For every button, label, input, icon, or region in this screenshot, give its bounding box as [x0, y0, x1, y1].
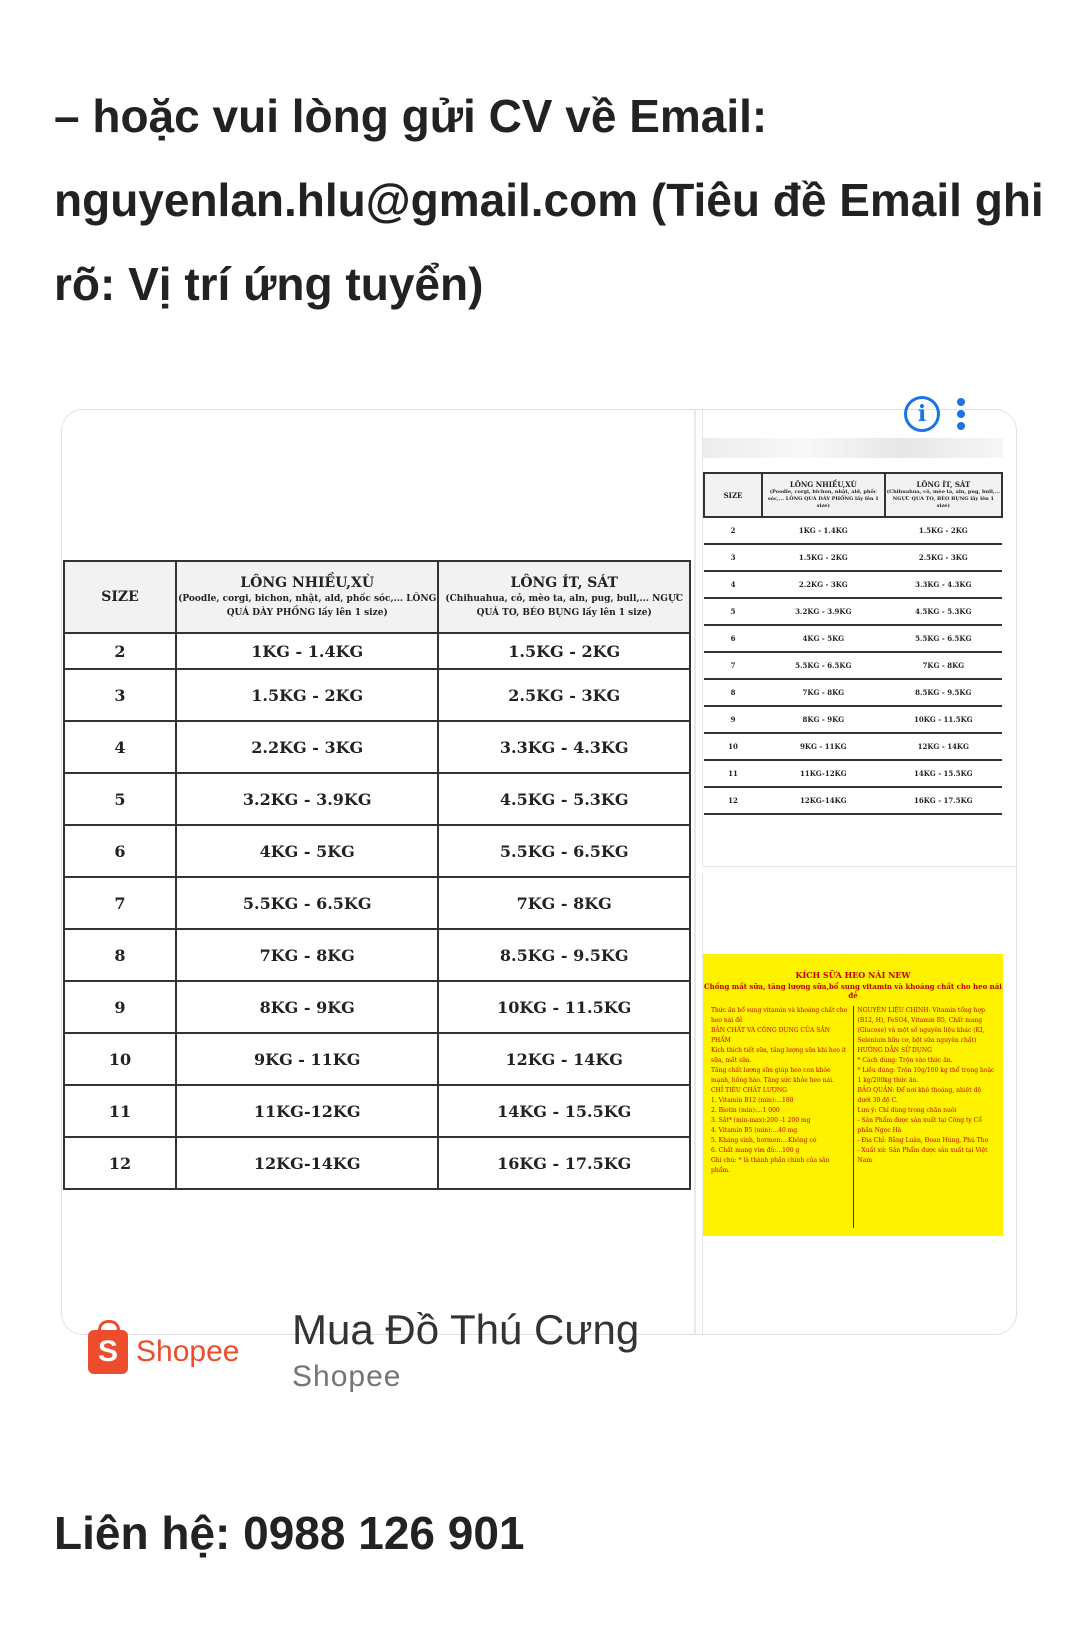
ad-main-image[interactable]: [62, 410, 696, 1334]
size-table-thumb-cell: 12KG - 14KG: [885, 733, 1002, 760]
size-table-thumb-header-title: SIZE: [723, 490, 743, 500]
size-table-cell: 7: [64, 877, 176, 929]
size-table-thumb-cell: 11KG-12KG: [762, 760, 885, 787]
size-table-thumb-cell: 12KG-14KG: [762, 787, 885, 814]
size-table-thumb-row: [704, 544, 1002, 571]
size-table-thumb-cell: 4KG - 5KG: [762, 625, 885, 652]
size-table-cell: 4KG - 5KG: [176, 825, 438, 877]
product-label-line: - Xuất xứ: Sản Phẩm được sản xuất tại Việt Nam: [857, 1147, 988, 1164]
size-table-thumb-cell: 5: [704, 598, 762, 625]
size-table-thumb-cell: 1KG - 1.4KG: [762, 517, 885, 544]
size-table-thumb-row: [704, 787, 1002, 814]
size-table-header-title: LÔNG NHIỀU,XÙ: [240, 574, 375, 591]
size-table-thumb-row: [704, 652, 1002, 679]
size-table-cell: 12: [64, 1137, 176, 1189]
size-table-cell: 2.5KG - 3KG: [438, 669, 690, 721]
size-table-row: [64, 721, 690, 773]
size-table-row: [64, 1085, 690, 1137]
size-table-thumb-row: [704, 760, 1002, 787]
size-table-cell: 2: [64, 633, 176, 669]
product-label-line: - Địa Chỉ: Bằng Luân, Đoan Hùng, Phú Thọ: [857, 1137, 989, 1144]
ad-source[interactable]: Shopee: [292, 1360, 402, 1393]
size-table-cell: 12KG - 14KG: [438, 1033, 690, 1085]
shopee-logo[interactable]: [88, 1326, 248, 1378]
size-table-thumb-cell: 7: [704, 652, 762, 679]
ad-side-image-top[interactable]: [702, 410, 1017, 867]
size-table-thumb-cell: 8: [704, 679, 762, 706]
size-table-thumb-row: [704, 571, 1002, 598]
size-table-thumb-cell: 2.5KG - 3KG: [885, 544, 1002, 571]
product-label-line: 5. Kháng sinh, hormon:...Không có: [711, 1137, 817, 1144]
product-label-line: BẢO QUẢN: Để nơi khô thoáng, nhiệt độ dưới 30 độ C.: [857, 1087, 982, 1104]
product-label: [703, 954, 1003, 1236]
size-table-thumb-row: [704, 733, 1002, 760]
size-table-thumb-header-subtitle: (Chihuahua, cỏ, mèo ta, aln, pug, bull,... NGỰC QUÁ TO, BÉO BỤNG lấy lên 1 size): [886, 489, 1000, 509]
ad-side-image-bottom[interactable]: [702, 874, 1017, 1334]
size-table-header-2: [438, 561, 690, 633]
size-table-thumb-cell: 2: [704, 517, 762, 544]
size-table-thumb-cell: 7KG - 8KG: [885, 652, 1002, 679]
size-table-thumb-cell: 4.5KG - 5.3KG: [885, 598, 1002, 625]
size-table-cell: 1KG - 1.4KG: [176, 633, 438, 669]
size-table-header-subtitle: (Poodle, corgi, bichon, nhật, ald, phốc sóc,... LÔNG QUÁ DÀY PHỒNG lấy lên 1 size): [178, 593, 437, 618]
size-table-cell: 5.5KG - 6.5KG: [438, 825, 690, 877]
size-table: [63, 560, 691, 1190]
size-table-cell: 4: [64, 721, 176, 773]
size-table-thumb-cell: 6: [704, 625, 762, 652]
size-table-thumb-row: [704, 598, 1002, 625]
size-table-thumb-cell: 12: [704, 787, 762, 814]
size-table-cell: 11: [64, 1085, 176, 1137]
product-label-line: HƯỚNG DẪN SỬ DỤNG: [857, 1047, 932, 1054]
size-table-thumb-cell: 3.3KG - 4.3KG: [885, 571, 1002, 598]
size-table-thumb-cell: 7KG - 8KG: [762, 679, 885, 706]
product-label-line: Tăng chất lượng sữa giúp heo con khỏe mạnh, hồng hào. Tăng sức khỏe heo nái.: [711, 1067, 834, 1084]
product-label-line: 6. Chất mang vừa đủ:...100 g: [711, 1147, 800, 1154]
size-table-row: [64, 981, 690, 1033]
article-intro-paragraph: – hoặc vui lòng gửi CV về Email: nguyenlan.hlu@gmail.com (Tiêu đề Email ghi rõ: Vị trí ứng tuyển): [54, 90, 1044, 310]
size-table-thumb-cell: 1.5KG - 2KG: [885, 517, 1002, 544]
product-label-line: 3. Sắt* (min-max):200 -1 200 mg: [711, 1117, 811, 1124]
contact-line: Liên hệ: 0988 126 901: [54, 1507, 525, 1559]
product-label-line: Ghi chú: * là thành phần chính của sản phẩm.: [711, 1157, 830, 1174]
size-table-row: [64, 825, 690, 877]
product-label-subtitle: Chống mất sữa, tăng lượng sữa,bổ sung vitamin và khoáng chất cho heo nái đẻ: [704, 982, 1002, 1000]
size-table-cell: 7KG - 8KG: [176, 929, 438, 981]
size-table-cell: 3: [64, 669, 176, 721]
product-label-line: Kích thích tiết sữa, tăng lượng sữa khi heo ít sữa, mất sữa.: [711, 1047, 847, 1064]
size-table-cell: 3.2KG - 3.9KG: [176, 773, 438, 825]
size-table-thumb-header-2: [885, 473, 1002, 517]
size-table-cell: 9: [64, 981, 176, 1033]
product-label-line: Lưu ý: Chỉ dùng trong chăn nuôi: [857, 1107, 957, 1114]
size-table-thumb-cell: 16KG - 17.5KG: [885, 787, 1002, 814]
size-table-thumb-cell: 14KG - 15.5KG: [885, 760, 1002, 787]
size-table-header-0: [64, 561, 176, 633]
size-table-thumb-cell: 2.2KG - 3KG: [762, 571, 885, 598]
product-label-line: 1. Vitamin B12 (min):...180: [711, 1097, 794, 1104]
size-table-thumb-cell: 5.5KG - 6.5KG: [885, 625, 1002, 652]
product-label-left-column: [711, 1006, 854, 1228]
size-table-thumb-row: [704, 625, 1002, 652]
blurred-header-strip: [703, 438, 1003, 458]
size-table-cell: 16KG - 17.5KG: [438, 1137, 690, 1189]
size-table-cell: 10KG - 11.5KG: [438, 981, 690, 1033]
product-label-line: * Liều dùng: Trộn 10g/100 kg thể trọng hoặc 1 kg/200kg thức ăn.: [857, 1067, 995, 1084]
size-table-cell: 9KG - 11KG: [176, 1033, 438, 1085]
size-table-thumb-cell: 11: [704, 760, 762, 787]
size-table-cell: 7KG - 8KG: [438, 877, 690, 929]
size-table-cell: 1.5KG - 2KG: [176, 669, 438, 721]
size-table-thumb-row: [704, 679, 1002, 706]
ad-card[interactable]: [61, 409, 1017, 1335]
size-table-cell: 6: [64, 825, 176, 877]
size-table-thumb-cell: 1.5KG - 2KG: [762, 544, 885, 571]
size-table-row: [64, 633, 690, 669]
size-table-thumb-cell: 4: [704, 571, 762, 598]
size-table-cell: 11KG-12KG: [176, 1085, 438, 1137]
info-icon[interactable]: i: [904, 396, 940, 432]
size-table-header-title: LÔNG ÍT, SÁT: [510, 574, 618, 591]
size-table-row: [64, 877, 690, 929]
size-table-cell: 1.5KG - 2KG: [438, 633, 690, 669]
size-table-thumb-cell: 3.2KG - 3.9KG: [762, 598, 885, 625]
more-vert-icon[interactable]: [955, 396, 967, 430]
ad-title[interactable]: Mua Đồ Thú Cưng: [292, 1306, 640, 1353]
size-table-row: [64, 1137, 690, 1189]
size-table-thumb-header-title: LÔNG ÍT, SÁT: [916, 480, 971, 489]
product-label-line: BẢN CHẤT VÀ CÔNG DỤNG CỦA SẢN PHẨM: [711, 1027, 830, 1044]
size-table-row: [64, 773, 690, 825]
size-table-thumb-header-subtitle: (Poodle, corgi, bichon, nhật, ald, phốc sóc,... LÔNG QUÁ DÀY PHỒNG lấy lên 1 size): [767, 489, 879, 509]
product-label-line: 4. Vitamin B5 (min):...40 mg: [711, 1127, 798, 1134]
shopee-logo-text: Shopee: [136, 1335, 240, 1368]
shopee-bag-icon: S: [88, 1330, 128, 1374]
size-table-header-subtitle: (Chihuahua, cỏ, mèo ta, aln, pug, bull,... NGỰC QUÁ TO, BÉO BỤNG lấy lên 1 size): [445, 593, 683, 618]
size-table-row: [64, 669, 690, 721]
product-label-line: - Sản Phẩm được sản xuất tại Công ty Cổ phần Ngọc Hà: [857, 1117, 982, 1134]
size-table-row: [64, 929, 690, 981]
size-table-cell: 8KG - 9KG: [176, 981, 438, 1033]
size-table-thumb-cell: 10KG - 11.5KG: [885, 706, 1002, 733]
size-table-thumb-header-1: [762, 473, 885, 517]
size-table-cell: 10: [64, 1033, 176, 1085]
size-table-cell: 14KG - 15.5KG: [438, 1085, 690, 1137]
size-table-thumbnail: [703, 472, 1003, 815]
size-table-cell: 8: [64, 929, 176, 981]
size-table-cell: 5: [64, 773, 176, 825]
product-label-line: CHỈ TIÊU CHẤT LƯỢNG: [711, 1087, 787, 1094]
product-label-line: NGUYÊN LIỆU CHÍNH: Vitamin tổng hợp (B12, H), FeSO4, Vitamin B5, Chất mang (Glucose) và một số nguyên liệu khác (KI, Selenium hữu cơ, bột sữa nguyên chất): [857, 1007, 985, 1044]
size-table-thumb-cell: 9: [704, 706, 762, 733]
size-table-row: [64, 1033, 690, 1085]
size-table-cell: 5.5KG - 6.5KG: [176, 877, 438, 929]
size-table-thumb-cell: 9KG - 11KG: [762, 733, 885, 760]
size-table-cell: 3.3KG - 4.3KG: [438, 721, 690, 773]
size-table-thumb-cell: 3: [704, 544, 762, 571]
size-table-thumb-cell: 8KG - 9KG: [762, 706, 885, 733]
size-table-header-title: SIZE: [101, 588, 139, 605]
size-table-cell: 2.2KG - 3KG: [176, 721, 438, 773]
product-label-line: Thức ăn bổ sung vitamin và khoáng chất cho heo nái đẻ: [711, 1007, 848, 1024]
product-label-line: 2. Biotin (min):...1 000: [711, 1107, 780, 1114]
product-label-right-column: [854, 1006, 996, 1228]
size-table-thumb-cell: 5.5KG - 6.5KG: [762, 652, 885, 679]
size-table-thumb-header-title: LÔNG NHIỀU,XÙ: [789, 480, 857, 489]
size-table-thumb-row: [704, 517, 1002, 544]
size-table-cell: 12KG-14KG: [176, 1137, 438, 1189]
size-table-cell: 8.5KG - 9.5KG: [438, 929, 690, 981]
size-table-thumb-row: [704, 706, 1002, 733]
size-table-thumb-cell: 10: [704, 733, 762, 760]
size-table-cell: 4.5KG - 5.3KG: [438, 773, 690, 825]
product-label-title: KÍCH SỮA HEO NÁI NEW: [795, 970, 911, 980]
size-table-thumb-header-0: [704, 473, 762, 517]
size-table-header-1: [176, 561, 438, 633]
product-label-line: * Cách dùng: Trộn vào thức ăn.: [857, 1057, 953, 1064]
size-table-thumb-cell: 8.5KG - 9.5KG: [885, 679, 1002, 706]
